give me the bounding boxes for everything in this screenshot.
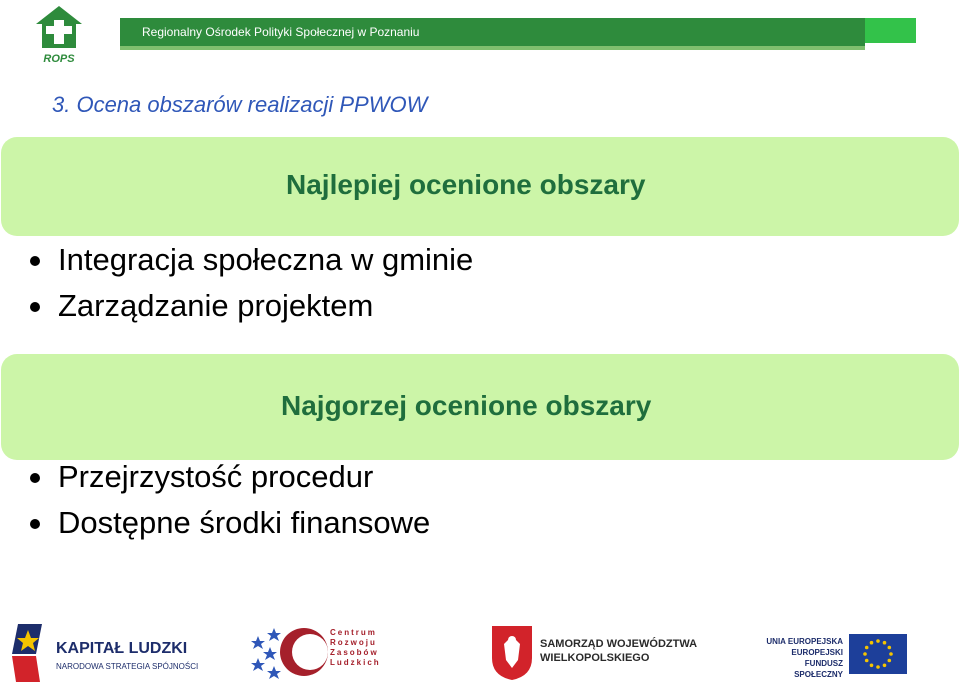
kapital-ludzki-subtitle: NARODOWA STRATEGIA SPÓJNOŚCI bbox=[56, 662, 199, 671]
kapital-ludzki-title: KAPITAŁ LUDZKI bbox=[56, 640, 188, 657]
samorzad-logo bbox=[490, 624, 698, 684]
list-item-text: Zarządzanie projektem bbox=[58, 288, 374, 323]
best-areas-banner bbox=[1, 137, 959, 236]
bullet-icon bbox=[30, 256, 40, 266]
eu-logo bbox=[755, 626, 915, 682]
list-item-text: Integracja społeczna w gminie bbox=[58, 242, 474, 277]
eu-flag-icon bbox=[849, 634, 907, 674]
list-item-text: Dostępne środki finansowe bbox=[58, 505, 431, 540]
list-item-text: Przejrzystość procedur bbox=[58, 459, 374, 494]
kapital-ludzki-emblem-icon bbox=[10, 620, 50, 686]
crzl-line: Ludzkich bbox=[330, 658, 381, 667]
worst-areas-title: Najgorzej ocenione obszary bbox=[281, 390, 652, 421]
eu-line: FUNDUSZ SPOŁECZNY bbox=[794, 659, 843, 679]
samorzad-line: SAMORZĄD WOJEWÓDZTWA bbox=[540, 638, 698, 650]
samorzad-line: WIELKOPOLSKIEGO bbox=[540, 652, 650, 664]
list-item bbox=[30, 283, 473, 329]
section-title: 3. Ocena obszarów realizacji PPWOW bbox=[52, 92, 428, 117]
kapital-ludzki-logo bbox=[10, 620, 199, 690]
rops-logo-text: ROPS bbox=[43, 53, 75, 65]
best-areas-list bbox=[30, 237, 473, 329]
crzl-logo bbox=[248, 622, 381, 682]
list-item bbox=[30, 237, 473, 283]
crzl-line: Zasobów bbox=[330, 648, 379, 657]
list-item bbox=[30, 454, 430, 500]
eu-line: UNIA EUROPEJSKA bbox=[766, 637, 843, 646]
bullet-icon bbox=[30, 519, 40, 529]
list-item bbox=[30, 500, 430, 546]
worst-areas-banner bbox=[1, 354, 959, 460]
worst-areas-list bbox=[30, 454, 430, 546]
bullet-icon bbox=[30, 302, 40, 312]
rops-logo bbox=[30, 4, 88, 66]
bullet-icon bbox=[30, 473, 40, 483]
samorzad-text bbox=[540, 637, 697, 665]
eu-line: EUROPEJSKI bbox=[791, 648, 843, 657]
header-underline bbox=[120, 46, 865, 50]
coat-of-arms-icon bbox=[490, 624, 534, 682]
crzl-line: Centrum bbox=[330, 628, 377, 637]
header-bar-accent bbox=[865, 18, 916, 43]
org-name: Regionalny Ośrodek Polityki Społecznej w Poznaniu bbox=[142, 25, 420, 39]
crzl-line: Rozwoju bbox=[330, 638, 377, 647]
crzl-emblem-icon bbox=[248, 622, 330, 680]
crzl-text bbox=[330, 628, 381, 668]
eu-text bbox=[755, 636, 843, 680]
best-areas-title: Najlepiej ocenione obszary bbox=[286, 169, 646, 200]
